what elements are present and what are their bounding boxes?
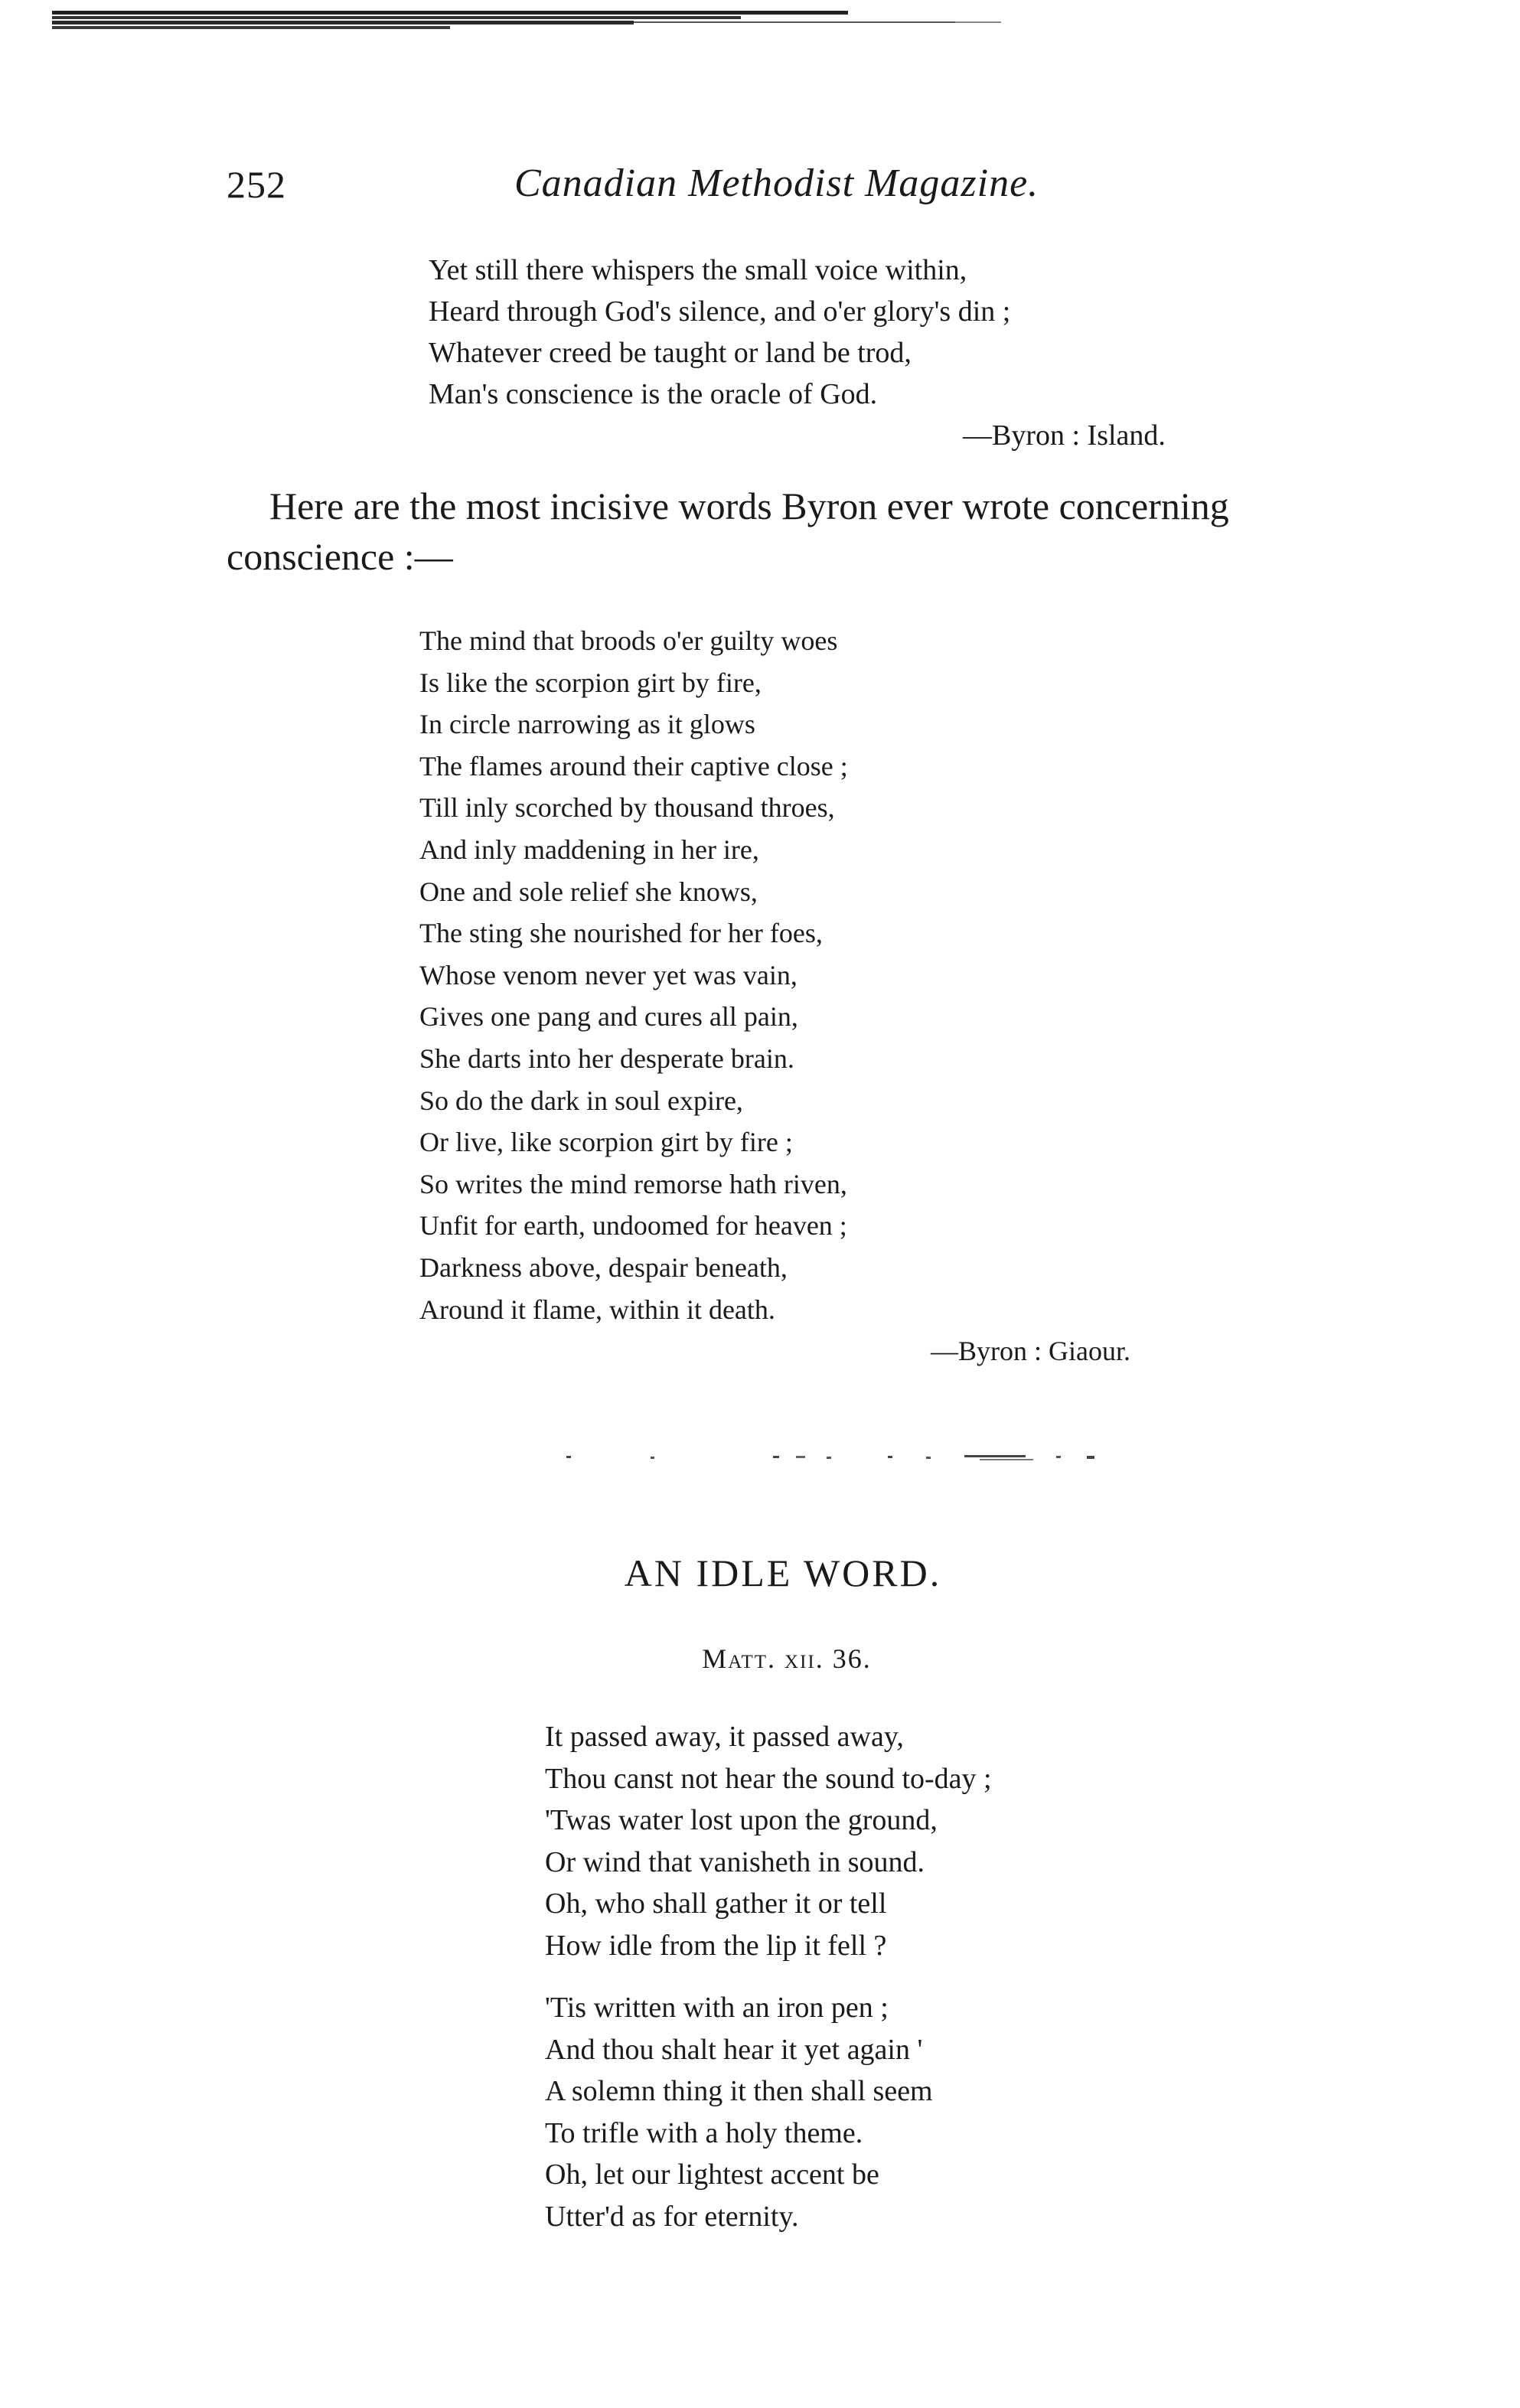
poem-line: The flames around their captive close ; [419, 750, 848, 781]
running-head: Canadian Methodist Magazine. [514, 162, 1039, 205]
paragraph-line: Here are the most incisive words Byron ever wrote concerning [269, 485, 1229, 527]
poem-line: A solemn thing it then shall seem [545, 2075, 933, 2108]
poem-line: In circle narrowing as it glows [419, 709, 755, 740]
poem-line: Whatever creed be taught or land be trod, [429, 337, 912, 369]
poem-line: Till inly scorched by thousand throes, [419, 792, 835, 824]
poem-line: 'Twas water lost upon the ground, [545, 1804, 938, 1837]
poem-line: So writes the mind remorse hath riven, [419, 1168, 847, 1199]
poem-line: Thou canst not hear the sound to-day ; [545, 1762, 992, 1795]
giaour-poem [419, 620, 1130, 1366]
idle-word-stanza-1 [545, 1716, 992, 1967]
poem-line: Utter'd as for eternity. [545, 2200, 799, 2233]
poem-line: To trifle with a holy theme. [545, 2116, 863, 2149]
poem-line: She darts into her desperate brain. [419, 1042, 794, 1074]
top-border-rule [52, 9, 1024, 32]
poem-attribution: —Byron : Giaour. [931, 1336, 1130, 1366]
poem-line: Darkness above, despair beneath, [419, 1251, 788, 1283]
poem-line: Is like the scorpion girt by fire, [419, 667, 762, 698]
poem-line: Oh, who shall gather it or tell [545, 1888, 887, 1920]
poem-line: The mind that broods o'er guilty woes [419, 625, 838, 656]
poem-line: Gives one pang and cures all pain, [419, 1001, 798, 1033]
section-divider [566, 1447, 1125, 1470]
poem-line: Unfit for earth, undoomed for heaven ; [419, 1210, 847, 1242]
poem-attribution: —Byron : Island. [963, 419, 1166, 452]
poem-line: It passed away, it passed away, [545, 1721, 904, 1753]
epigraph-poem [429, 250, 1166, 452]
poem-title: AN IDLE WORD. [624, 1551, 942, 1594]
page-number: 252 [227, 163, 286, 206]
poem-line: Yet still there whispers the small voice within, [429, 254, 967, 286]
poem-line: So do the dark in soul expire, [419, 1085, 743, 1116]
poem-line: Or live, like scorpion girt by fire ; [419, 1127, 793, 1158]
poem-line: Man's conscience is the oracle of God. [429, 378, 878, 410]
poem-line: Or wind that vanisheth in sound. [545, 1845, 925, 1878]
poem-line: The sting she nourished for her foes, [419, 918, 823, 949]
intro-paragraph [227, 481, 1436, 582]
paragraph-line: conscience :— [227, 535, 453, 578]
poem-line: Heard through God's silence, and o'er glory's din ; [429, 295, 1011, 328]
poem-line: 'Tis written with an iron pen ; [545, 1992, 889, 2024]
poem-subtitle: Matt. xii. 36. [702, 1643, 872, 1674]
poem-line: And inly maddening in her ire, [419, 834, 759, 865]
poem-line: One and sole relief she knows, [419, 876, 758, 907]
poem-line: Oh, let our lightest accent be [545, 2158, 879, 2191]
poem-line: Whose venom never yet was vain, [419, 959, 798, 990]
poem-line: And thou shalt hear it yet again ' [545, 2033, 923, 2066]
idle-word-stanza-2 [545, 1987, 933, 2238]
poem-line: Around it flame, within it death. [419, 1294, 775, 1325]
poem-line: How idle from the lip it fell ? [545, 1929, 887, 1962]
